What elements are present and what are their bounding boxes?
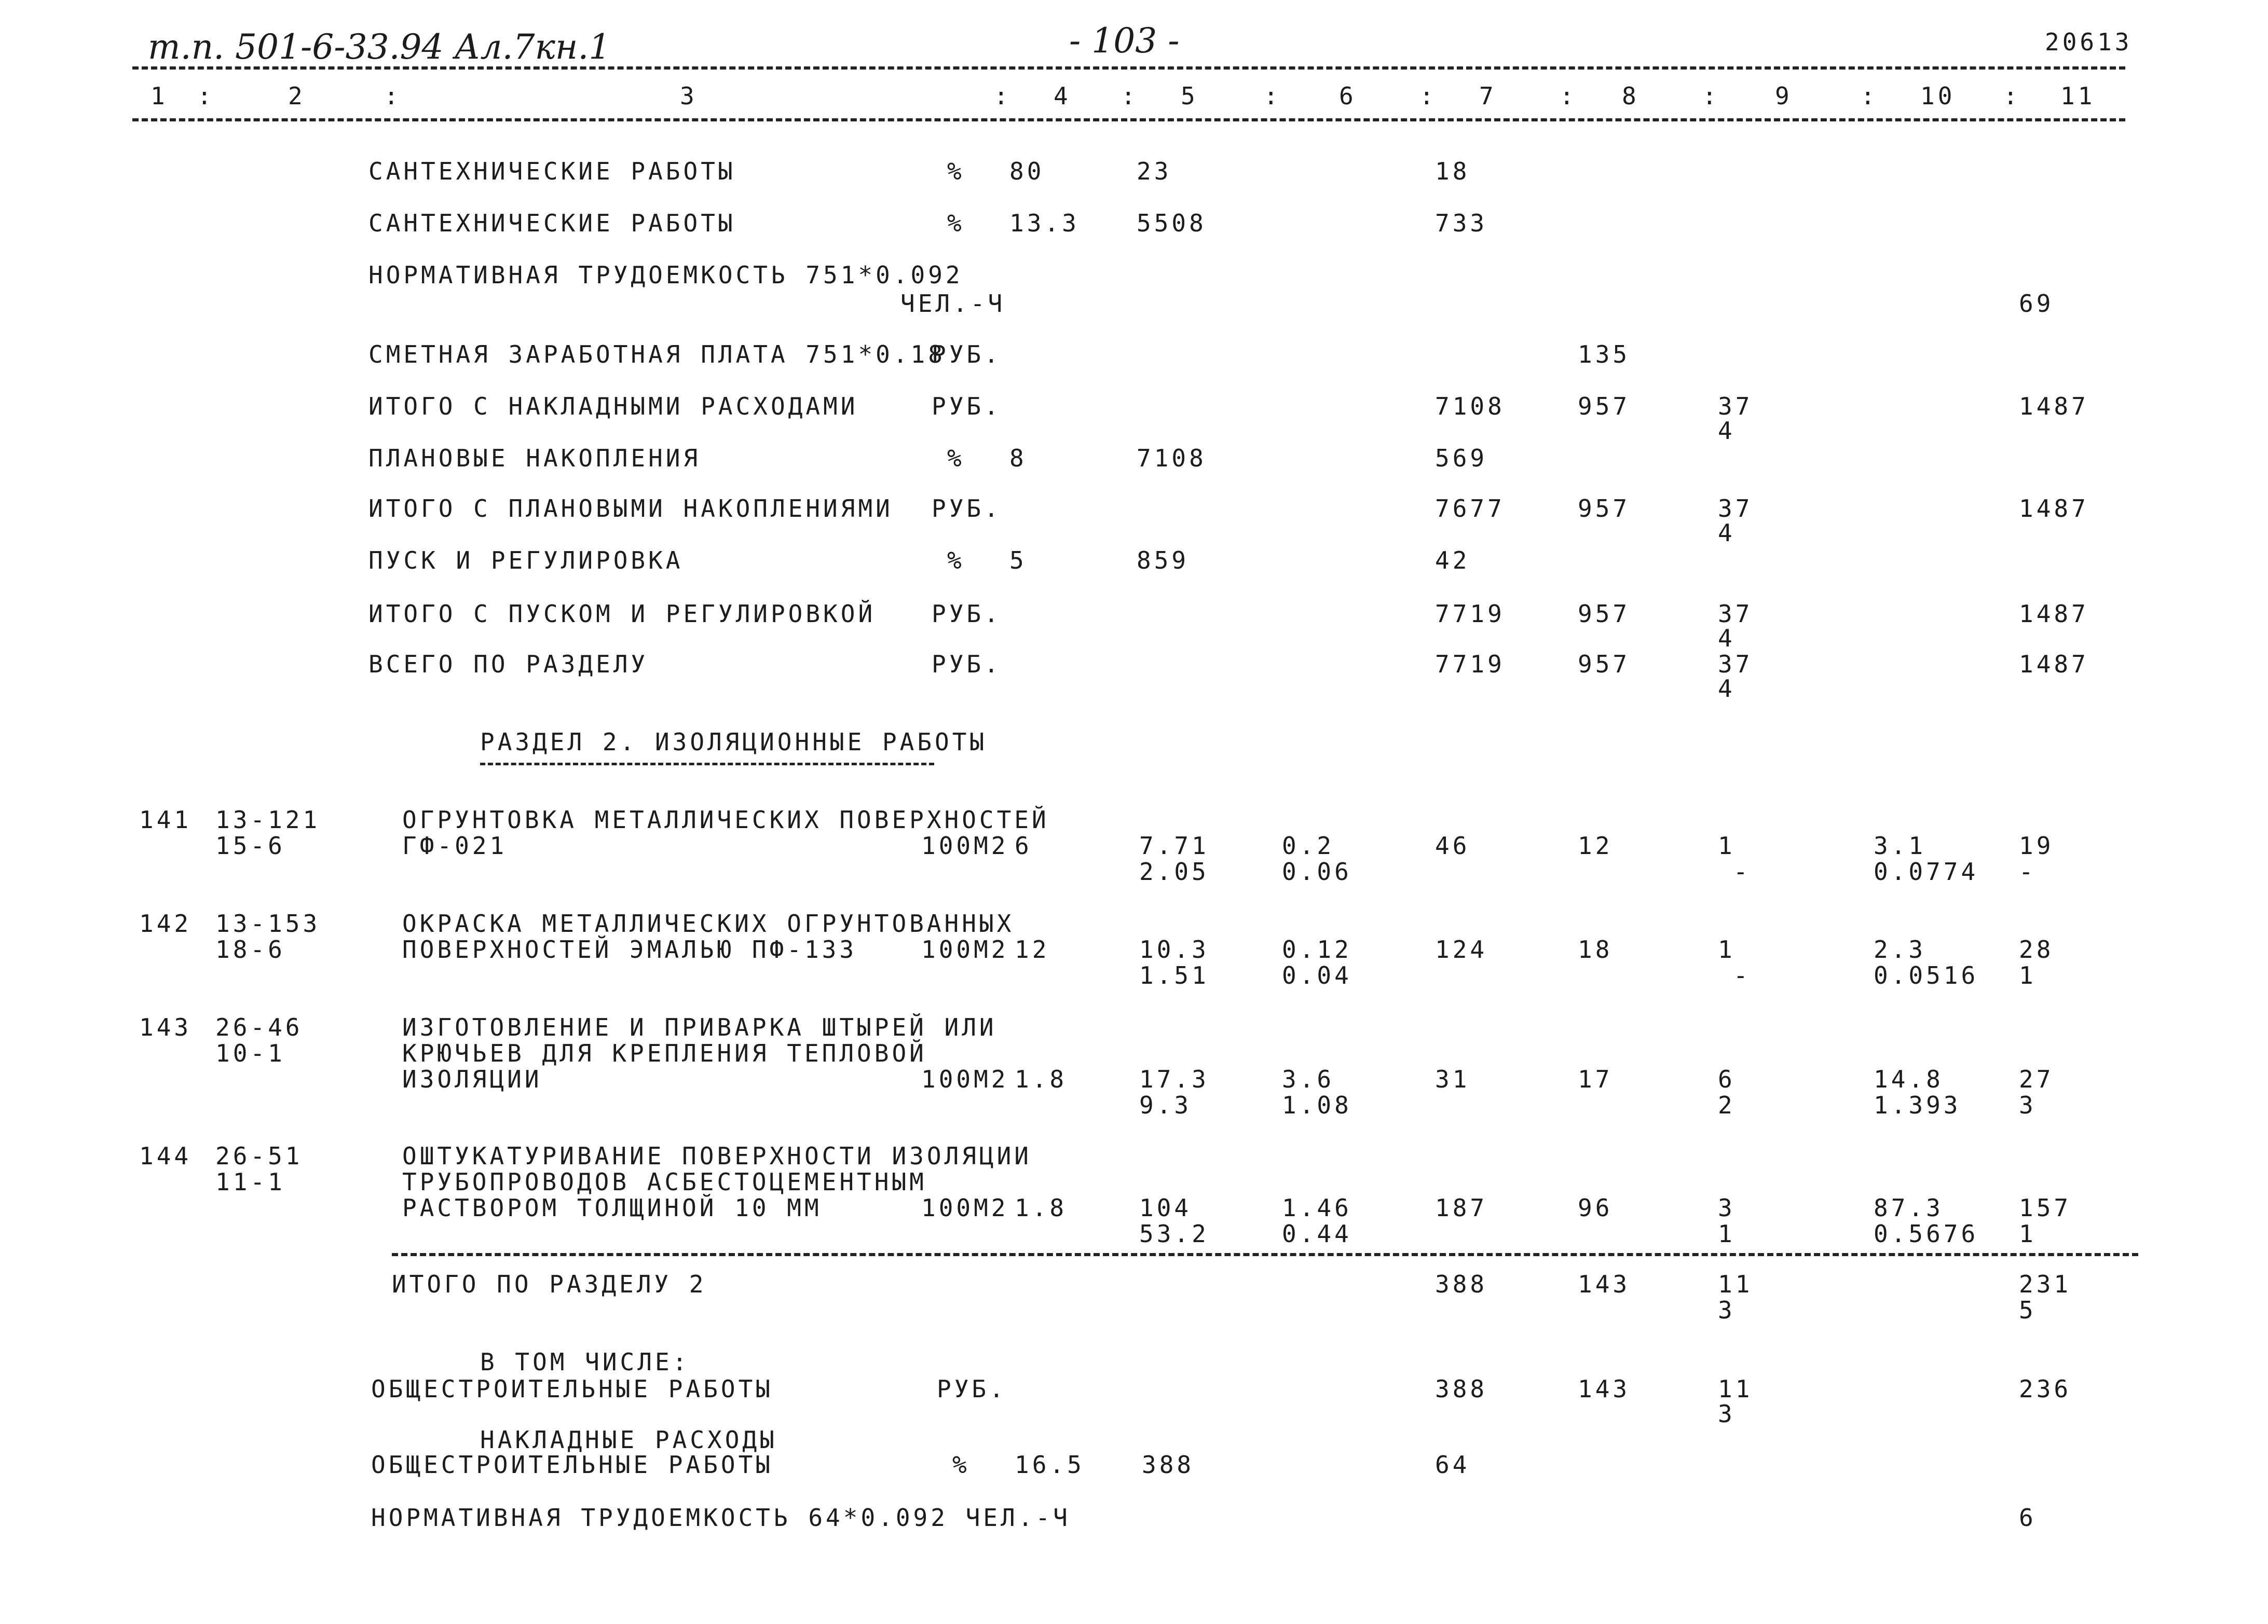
item-number: 144	[139, 1142, 192, 1170]
row-unit: %	[947, 546, 965, 574]
total-c11: 5	[2019, 1296, 2037, 1324]
item-c5: 10.3	[1139, 935, 1209, 964]
item-code: 13-153	[215, 910, 321, 938]
col-sep: :	[384, 82, 402, 110]
row-unit: %	[947, 444, 965, 472]
row-unit: РУБ.	[932, 494, 1002, 522]
item-code: 15-6	[215, 832, 285, 860]
total-label: ИТОГО ПО РАЗДЕЛУ 2	[392, 1270, 707, 1298]
item-number: 142	[139, 910, 192, 938]
general-c9: 3	[1718, 1400, 1736, 1428]
item-qty: 1.8	[1015, 1194, 1068, 1222]
item-unit: 100М2	[921, 1194, 1009, 1222]
item-description: ОШТУКАТУРИВАНИЕ ПОВЕРХНОСТИ ИЗОЛЯЦИИ	[402, 1142, 1032, 1170]
total-c9: 3	[1718, 1296, 1736, 1324]
item-c11: 1	[2019, 1220, 2037, 1248]
item-description: ИЗГОТОВЛЕНИЕ И ПРИВАРКА ШТЫРЕЙ ИЛИ	[402, 1013, 997, 1041]
row-c4: 80	[1009, 157, 1045, 185]
row-c9b: 4	[1718, 675, 1736, 703]
total-c8: 143	[1578, 1270, 1631, 1298]
row-c8: 957	[1578, 600, 1631, 628]
sheet-code: 20613	[2045, 28, 2133, 56]
overhead-c7: 64	[1435, 1451, 1470, 1479]
item-c9: 2	[1718, 1091, 1736, 1119]
row-c8: 957	[1578, 392, 1631, 420]
row-c9a: 37	[1718, 650, 1753, 678]
row-c4: 13.3	[1009, 209, 1080, 237]
item-c8: 18	[1578, 935, 1613, 964]
item-c6: 1.46	[1282, 1194, 1352, 1222]
col-num: 3	[680, 82, 698, 110]
columns-rule	[132, 118, 2125, 121]
item-c10: 14.8	[1874, 1065, 1944, 1093]
labor-name: НОРМАТИВНАЯ ТРУДОЕМКОСТЬ 64*0.092 ЧЕЛ.-Ч	[371, 1504, 1071, 1532]
row-name: ИТОГО С ПЛАНОВЫМИ НАКОПЛЕНИЯМИ	[368, 494, 893, 522]
item-c9: 3	[1718, 1194, 1736, 1222]
item-c8: 17	[1578, 1065, 1613, 1093]
item-c10: 0.5676	[1874, 1220, 1979, 1248]
row-unit: РУБ.	[932, 392, 1002, 420]
item-qty: 6	[1015, 832, 1032, 860]
col-sep: :	[1560, 82, 1577, 110]
item-unit: 100М2	[921, 1065, 1009, 1093]
row-c7: 569	[1435, 444, 1488, 472]
item-c8: 96	[1578, 1194, 1613, 1222]
item-unit: 100М2	[921, 935, 1009, 964]
item-qty: 1.8	[1015, 1065, 1068, 1093]
row-c11: 1487	[2019, 600, 2089, 628]
item-c6: 0.2	[1282, 832, 1335, 860]
item-description: ИЗОЛЯЦИИ	[402, 1065, 542, 1093]
item-c5: 9.3	[1139, 1091, 1192, 1119]
general-c11: 236	[2019, 1375, 2072, 1403]
total-c11: 231	[2019, 1270, 2072, 1298]
row-name: ИТОГО С НАКЛАДНЫМИ РАСХОДАМИ	[368, 392, 858, 420]
item-c10: 87.3	[1874, 1194, 1944, 1222]
row-c11: 1487	[2019, 494, 2089, 522]
item-c9: 1	[1718, 832, 1736, 860]
overhead-label: НАКЛАДНЫЕ РАСХОДЫ	[480, 1426, 777, 1454]
overhead-unit: %	[952, 1451, 970, 1479]
general-c7: 388	[1435, 1375, 1488, 1403]
row-name: СМЕТНАЯ ЗАРАБОТНАЯ ПЛАТА 751*0.18	[368, 340, 946, 368]
row-unit: РУБ.	[932, 650, 1002, 678]
row-unit: ЧЕЛ.-Ч	[900, 290, 1006, 318]
general-name: ОБЩЕСТРОИТЕЛЬНЫЕ РАБОТЫ	[371, 1375, 773, 1403]
item-c5: 7.71	[1139, 832, 1209, 860]
row-c11: 69	[2019, 290, 2054, 318]
col-num: 6	[1339, 82, 1357, 110]
row-c7: 7677	[1435, 494, 1505, 522]
row-c9b: 4	[1718, 624, 1736, 652]
item-c11: 28	[2019, 935, 2054, 964]
item-code: 13-121	[215, 806, 321, 834]
row-c7: 42	[1435, 546, 1470, 574]
col-sep: :	[1264, 82, 1281, 110]
col-num: 7	[1479, 82, 1497, 110]
row-c7: 7719	[1435, 600, 1505, 628]
row-c9b: 4	[1718, 417, 1736, 445]
overhead-c4: 16.5	[1015, 1451, 1085, 1479]
item-description: КРЮЧЬЕВ ДЛЯ КРЕПЛЕНИЯ ТЕПЛОВОЙ	[402, 1039, 927, 1067]
col-sep: :	[1419, 82, 1437, 110]
row-name: САНТЕХНИЧЕСКИЕ РАБОТЫ	[368, 157, 736, 185]
section-title: РАЗДЕЛ 2. ИЗОЛЯЦИОННЫЕ РАБОТЫ	[480, 728, 988, 756]
item-description: ТРУБОПРОВОДОВ АСБЕСТОЦЕМЕНТНЫМ	[402, 1168, 927, 1196]
item-unit: 100М2	[921, 832, 1009, 860]
item-c11: 157	[2019, 1194, 2072, 1222]
item-c7: 187	[1435, 1194, 1488, 1222]
item-c6: 1.08	[1282, 1091, 1352, 1119]
item-code: 11-1	[215, 1168, 285, 1196]
total-c9: 11	[1718, 1270, 1753, 1298]
row-unit: РУБ.	[932, 340, 1002, 368]
item-c5: 2.05	[1139, 858, 1209, 886]
row-c5: 7108	[1137, 444, 1207, 472]
row-c8: 957	[1578, 650, 1631, 678]
col-num: 10	[1920, 82, 1956, 110]
item-c7: 46	[1435, 832, 1470, 860]
row-c11: 1487	[2019, 650, 2089, 678]
general-unit: РУБ.	[937, 1375, 1007, 1403]
item-c10: 2.3	[1874, 935, 1927, 964]
row-name: ПЛАНОВЫЕ НАКОПЛЕНИЯ	[368, 444, 701, 472]
item-c6: 0.44	[1282, 1220, 1352, 1248]
row-c9a: 37	[1718, 600, 1753, 628]
row-c5: 23	[1137, 157, 1172, 185]
item-c5: 17.3	[1139, 1065, 1209, 1093]
row-c11: 1487	[2019, 392, 2089, 420]
item-description: ГФ-021	[402, 832, 508, 860]
row-c9a: 37	[1718, 494, 1753, 522]
row-c5: 859	[1137, 546, 1190, 574]
item-c10: 0.0774	[1874, 858, 1979, 886]
item-c11: 27	[2019, 1065, 2054, 1093]
item-c10: 3.1	[1874, 832, 1927, 860]
col-sep: :	[197, 82, 215, 110]
col-num: 11	[2060, 82, 2096, 110]
item-c5: 53.2	[1139, 1220, 1209, 1248]
row-unit: %	[947, 209, 965, 237]
doc-code: т.п. 501-6-33.94 Ал.7кн.1	[148, 27, 611, 67]
row-name: ПУСК И РЕГУЛИРОВКА	[368, 546, 684, 574]
item-code: 26-51	[215, 1142, 303, 1170]
labor-c11: 6	[2019, 1504, 2037, 1532]
row-c9a: 37	[1718, 392, 1753, 420]
row-c7: 18	[1435, 157, 1470, 185]
col-num: 4	[1054, 82, 1071, 110]
col-sep: :	[1702, 82, 1720, 110]
including-label: В ТОМ ЧИСЛЕ:	[480, 1348, 690, 1376]
row-c5: 5508	[1137, 209, 1207, 237]
row-name: ИТОГО С ПУСКОМ И РЕГУЛИРОВКОЙ	[368, 600, 876, 628]
item-c5: 1.51	[1139, 961, 1209, 989]
col-num: 5	[1181, 82, 1198, 110]
item-c10: 0.0516	[1874, 961, 1979, 989]
col-sep: :	[2003, 82, 2021, 110]
row-c7: 733	[1435, 209, 1488, 237]
item-code: 10-1	[215, 1039, 285, 1067]
section-title-underline	[480, 763, 934, 765]
item-c11: 3	[2019, 1091, 2037, 1119]
item-number: 143	[139, 1013, 192, 1041]
row-name: ВСЕГО ПО РАЗДЕЛУ	[368, 650, 649, 678]
col-sep: :	[994, 82, 1012, 110]
item-description: ОКРАСКА МЕТАЛЛИЧЕСКИХ ОГРУНТОВАННЫХ	[402, 910, 1015, 938]
item-c9: 1	[1718, 935, 1736, 964]
row-c9b: 4	[1718, 519, 1736, 547]
header-rule	[132, 66, 2125, 70]
item-description: ПОВЕРХНОСТЕЙ ЭМАЛЬЮ ПФ-133	[402, 935, 857, 964]
row-unit: %	[947, 157, 965, 185]
item-c6: 0.06	[1282, 858, 1352, 886]
page-number: - 103 -	[1069, 21, 1180, 61]
row-name: САНТЕХНИЧЕСКИЕ РАБОТЫ	[368, 209, 736, 237]
item-c6: 0.04	[1282, 961, 1352, 989]
item-c9: 1	[1718, 1220, 1736, 1248]
item-c9: -	[1733, 961, 1751, 989]
col-sep: :	[1861, 82, 1878, 110]
row-c8: 957	[1578, 494, 1631, 522]
overhead-name: ОБЩЕСТРОИТЕЛЬНЫЕ РАБОТЫ	[371, 1451, 773, 1479]
row-c8: 135	[1578, 340, 1631, 368]
total-c7: 388	[1435, 1270, 1488, 1298]
col-num: 1	[151, 82, 168, 110]
col-num: 2	[288, 82, 306, 110]
general-c9: 11	[1718, 1375, 1753, 1403]
overhead-c5: 388	[1142, 1451, 1195, 1479]
item-code: 18-6	[215, 935, 285, 964]
row-c7: 7719	[1435, 650, 1505, 678]
item-qty: 12	[1015, 935, 1050, 964]
item-c9: 6	[1718, 1065, 1736, 1093]
col-num: 9	[1775, 82, 1793, 110]
item-c7: 31	[1435, 1065, 1470, 1093]
item-c6: 0.12	[1282, 935, 1352, 964]
row-name: НОРМАТИВНАЯ ТРУДОЕМКОСТЬ 751*0.092	[368, 261, 963, 289]
col-num: 8	[1622, 82, 1639, 110]
item-c6: 3.6	[1282, 1065, 1335, 1093]
row-c7: 7108	[1435, 392, 1505, 420]
item-c11: 1	[2019, 961, 2037, 989]
item-c11: -	[2019, 858, 2037, 886]
item-c7: 124	[1435, 935, 1488, 964]
totals-rule	[392, 1253, 2138, 1256]
item-c5: 104	[1139, 1194, 1192, 1222]
item-description: ОГРУНТОВКА МЕТАЛЛИЧЕСКИХ ПОВЕРХНОСТЕЙ	[402, 806, 1049, 834]
item-c9: -	[1733, 858, 1751, 886]
row-c4: 5	[1009, 546, 1027, 574]
item-description: РАСТВОРОМ ТОЛЩИНОЙ 10 ММ	[402, 1194, 822, 1222]
col-sep: :	[1121, 82, 1139, 110]
item-c10: 1.393	[1874, 1091, 1961, 1119]
item-c8: 12	[1578, 832, 1613, 860]
general-c8: 143	[1578, 1375, 1631, 1403]
row-unit: РУБ.	[932, 600, 1002, 628]
row-c4: 8	[1009, 444, 1027, 472]
item-number: 141	[139, 806, 192, 834]
item-code: 26-46	[215, 1013, 303, 1041]
item-c11: 19	[2019, 832, 2054, 860]
